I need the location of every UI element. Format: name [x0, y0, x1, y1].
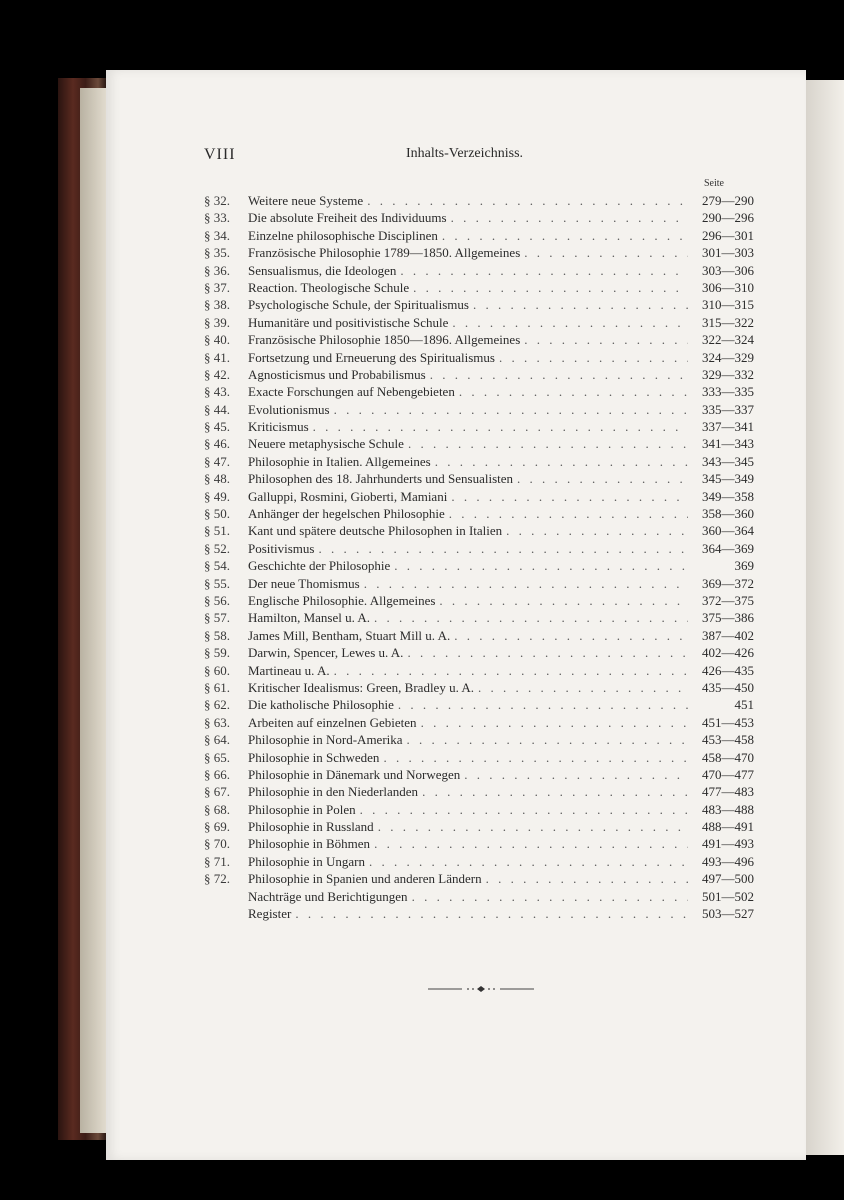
section-number: § 51. [204, 523, 230, 539]
section-title: Die absolute Freiheit des Individuums [248, 210, 447, 226]
section-number: § 43. [204, 384, 230, 400]
leader-dots [451, 488, 688, 505]
page-range: 451 [734, 697, 754, 713]
book-page [106, 70, 806, 1160]
toc-entry [204, 262, 754, 279]
section-number: § 36. [204, 262, 230, 278]
section-title: Philosophie in Spanien und anderen Ländern [248, 871, 482, 887]
section-title: Französische Philosophie 1789—1850. Allgemeines [248, 245, 521, 261]
end-ornament-icon [428, 984, 534, 994]
toc-entry [204, 870, 754, 887]
toc-entry [204, 835, 754, 852]
section-title: Der neue Thomismus [248, 575, 360, 591]
leader-dots [473, 296, 688, 313]
section-title: Philosophie in Ungarn [248, 853, 365, 869]
toc-entry [204, 731, 754, 748]
toc-entry [204, 418, 754, 435]
running-head: Inhalts-Verzeichniss. [406, 146, 524, 161]
page-range: 451—453 [702, 714, 754, 730]
page-edges [80, 88, 108, 1133]
section-title: Arbeiten auf einzelnen Gebieten [248, 714, 417, 730]
toc-entry [204, 209, 754, 226]
toc-entry [204, 592, 754, 609]
section-number: § 32. [204, 193, 230, 208]
leader-dots [374, 835, 688, 852]
section-number: § 46. [204, 436, 230, 452]
section-title: Philosophie in Italien. Allgemeines [248, 453, 431, 469]
leader-dots [439, 592, 688, 609]
leader-dots [367, 192, 688, 209]
section-title: Fortsetzung und Erneuerung des Spiritualismus [248, 349, 495, 365]
leader-dots [452, 314, 688, 331]
toc-entry [204, 401, 754, 418]
section-title: Philosophie in Schweden [248, 749, 380, 765]
page-range: 315—322 [702, 314, 754, 330]
page-range: 358—360 [702, 506, 754, 522]
leader-dots [459, 383, 688, 400]
leader-dots [442, 227, 688, 244]
page-range: 290—296 [702, 210, 754, 226]
page-folio: VIII [204, 146, 236, 163]
toc-entry [204, 435, 754, 452]
leader-dots [517, 470, 688, 487]
toc-entry [204, 783, 754, 800]
leader-dots [400, 262, 688, 279]
section-title: Philosophie in Polen [248, 801, 356, 817]
section-title: Kritischer Idealismus: Green, Bradley u. A. [248, 679, 474, 695]
toc-entry [204, 279, 754, 296]
section-number: § 49. [204, 488, 230, 504]
section-title: Humanitäre und positivistische Schule [248, 314, 449, 330]
leader-dots [430, 366, 688, 383]
section-title: Positivismus [248, 540, 315, 556]
page-range: 306—310 [702, 279, 754, 295]
toc-entry [204, 366, 754, 383]
section-title: James Mill, Bentham, Stuart Mill u. A. [248, 627, 451, 643]
leader-dots [374, 609, 688, 626]
toc-entry [204, 314, 754, 331]
page-range: 503—527 [702, 906, 754, 922]
page-range: 324—329 [702, 349, 754, 365]
section-number: § 69. [204, 819, 230, 835]
leader-dots [364, 575, 688, 592]
section-title: Exacte Forschungen auf Nebengebieten [248, 384, 455, 400]
section-title: Französische Philosophie 1850—1896. Allgemeines [248, 332, 521, 348]
leader-dots [451, 209, 688, 226]
page-range: 301—303 [702, 245, 754, 261]
page-range: 364—369 [702, 540, 754, 556]
section-number: § 42. [204, 366, 230, 382]
toc-entry [204, 540, 754, 557]
leader-dots [313, 418, 688, 435]
leader-dots [413, 279, 688, 296]
section-number: § 39. [204, 314, 230, 330]
section-number: § 35. [204, 245, 230, 261]
section-number: § 63. [204, 714, 230, 730]
toc-entry [204, 244, 754, 261]
section-number: § 38. [204, 297, 230, 313]
section-number: § 52. [204, 540, 230, 556]
toc-entry [204, 905, 754, 922]
section-number: § 45. [204, 419, 230, 435]
section-number: § 34. [204, 227, 230, 243]
section-number: § 67. [204, 784, 230, 800]
section-number: § 70. [204, 836, 230, 852]
page-range: 337—341 [702, 419, 754, 435]
section-number: § 37. [204, 279, 230, 295]
toc-entry [204, 522, 754, 539]
leader-dots [422, 783, 688, 800]
section-title: Geschichte der Philosophie [248, 558, 391, 574]
page-range: 375—386 [702, 610, 754, 626]
section-title: Darwin, Spencer, Lewes u. A. [248, 645, 404, 661]
section-title: Kant und spätere deutsche Philosophen in Italien [248, 523, 503, 539]
section-number: § 65. [204, 749, 230, 765]
leader-dots [378, 818, 688, 835]
section-title: Hamilton, Mansel u. A. [248, 610, 371, 626]
toc-entry [204, 575, 754, 592]
toc-entry [204, 227, 754, 244]
leader-dots [360, 801, 688, 818]
toc-entry [204, 331, 754, 348]
leader-dots [408, 435, 688, 452]
section-number: § 48. [204, 471, 230, 487]
page-range: 303—306 [702, 262, 754, 278]
section-title: Martineau u. A. [248, 662, 330, 678]
seite-column-label: Seite [704, 178, 724, 189]
leader-dots [449, 505, 688, 522]
section-number: § 71. [204, 853, 230, 869]
toc-entry [204, 192, 754, 209]
leader-dots [407, 731, 688, 748]
section-number: § 54. [204, 558, 230, 574]
leader-dots [464, 766, 688, 783]
toc-entry [204, 470, 754, 487]
section-title: Kriticismus [248, 419, 309, 435]
section-number: § 66. [204, 766, 230, 782]
page-range: 493—496 [702, 853, 754, 869]
section-number [204, 905, 248, 922]
toc-entry [204, 662, 754, 679]
section-number: § 62. [204, 697, 230, 713]
toc-entry [204, 679, 754, 696]
section-title: Einzelne philosophische Disciplinen [248, 227, 438, 243]
toc-entry [204, 644, 754, 661]
toc-entry [204, 349, 754, 366]
toc-entry [204, 714, 754, 731]
section-title: Philosophie in Dänemark und Norwegen [248, 766, 461, 782]
page-range: 369—372 [702, 575, 754, 591]
leader-dots [383, 749, 688, 766]
section-number: § 61. [204, 679, 230, 695]
leader-dots [524, 331, 688, 348]
leader-dots [407, 644, 688, 661]
page-range: 491—493 [702, 836, 754, 852]
leader-dots [398, 696, 688, 713]
toc-entry [204, 488, 754, 505]
toc-entry [204, 505, 754, 522]
section-title: Philosophie in den Niederlanden [248, 784, 419, 800]
section-number: § 41. [204, 349, 230, 365]
page-range: 296—301 [702, 227, 754, 243]
section-title: Agnosticismus und Probabilismus [248, 366, 426, 382]
section-title: Sensualismus, die Ideologen [248, 262, 397, 278]
toc-entry [204, 749, 754, 766]
page-range: 310—315 [702, 297, 754, 313]
leader-dots [318, 540, 688, 557]
section-title: Philosophie in Nord-Amerika [248, 732, 403, 748]
page-range: 369 [734, 558, 754, 574]
page-range: 435—450 [702, 679, 754, 695]
leader-dots [421, 714, 688, 731]
leader-dots [334, 401, 688, 418]
page-range: 343—345 [702, 453, 754, 469]
section-number: § 44. [204, 401, 230, 417]
leader-dots [524, 244, 688, 261]
page-range: 335—337 [702, 401, 754, 417]
page-range: 387—402 [702, 627, 754, 643]
page-range: 470—477 [702, 766, 754, 782]
section-number: § 33. [204, 210, 230, 226]
toc-entry [204, 383, 754, 400]
section-number: § 50. [204, 506, 230, 522]
section-number: § 56. [204, 592, 230, 608]
page-range: 349—358 [702, 488, 754, 504]
page-range: 279—290 [702, 193, 754, 208]
leader-dots [334, 662, 688, 679]
leader-dots [369, 853, 688, 870]
section-title: Galluppi, Rosmini, Gioberti, Mamiani [248, 488, 448, 504]
toc-entry [204, 557, 754, 574]
section-number: § 47. [204, 453, 230, 469]
section-title: Weitere neue Systeme [248, 193, 364, 208]
page-range: 333—335 [702, 384, 754, 400]
page-range: 458—470 [702, 749, 754, 765]
page-range: 360—364 [702, 523, 754, 539]
leader-dots [412, 888, 688, 905]
section-number: § 57. [204, 610, 230, 626]
leader-dots [506, 522, 688, 539]
section-title: Register [248, 906, 292, 922]
leader-dots [486, 870, 688, 887]
toc-entry [204, 609, 754, 626]
toc-entry [204, 766, 754, 783]
section-title: Psychologische Schule, der Spiritualismus [248, 297, 469, 313]
section-number [204, 888, 248, 905]
section-title: Die katholische Philosophie [248, 697, 394, 713]
page-range: 497—500 [702, 871, 754, 887]
page-range: 426—435 [702, 662, 754, 678]
leader-dots [454, 627, 688, 644]
section-number: § 72. [204, 871, 230, 887]
page-range: 488—491 [702, 819, 754, 835]
leader-dots [478, 679, 688, 696]
leader-dots [394, 557, 688, 574]
page-range: 501—502 [702, 888, 754, 904]
page-range: 453—458 [702, 732, 754, 748]
section-title: Evolutionismus [248, 401, 330, 417]
section-title: Anhänger der hegelschen Philosophie [248, 506, 445, 522]
section-number: § 55. [204, 575, 230, 591]
section-title: Englische Philosophie. Allgemeines [248, 592, 436, 608]
section-number: § 68. [204, 801, 230, 817]
section-number: § 59. [204, 645, 230, 661]
page-range: 483—488 [702, 801, 754, 817]
page-range: 345—349 [702, 471, 754, 487]
toc-entry [204, 818, 754, 835]
page-range: 372—375 [702, 592, 754, 608]
leader-dots [295, 905, 688, 922]
toc-entry [204, 801, 754, 818]
table-of-contents [204, 192, 754, 922]
toc-entry [204, 853, 754, 870]
facing-page-edge [806, 80, 844, 1155]
section-title: Nachträge und Berichtigungen [248, 888, 408, 904]
section-number: § 40. [204, 332, 230, 348]
page-range: 477—483 [702, 784, 754, 800]
leader-dots [435, 453, 688, 470]
section-title: Neuere metaphysische Schule [248, 436, 404, 452]
toc-entry [204, 888, 754, 905]
section-title: Philosophie in Russland [248, 819, 374, 835]
section-title: Philosophen des 18. Jahrhunderts und Sensualisten [248, 471, 514, 487]
toc-entry [204, 296, 754, 313]
section-number: § 60. [204, 662, 230, 678]
toc-entry [204, 696, 754, 713]
toc-entry [204, 627, 754, 644]
toc-entry [204, 453, 754, 470]
leader-dots [499, 349, 688, 366]
page-range: 341—343 [702, 436, 754, 452]
page-range: 322—324 [702, 332, 754, 348]
section-title: Philosophie in Böhmen [248, 836, 371, 852]
section-title: Reaction. Theologische Schule [248, 279, 410, 295]
page-range: 329—332 [702, 366, 754, 382]
section-number: § 64. [204, 732, 230, 748]
section-number: § 58. [204, 627, 230, 643]
page-range: 402—426 [702, 645, 754, 661]
